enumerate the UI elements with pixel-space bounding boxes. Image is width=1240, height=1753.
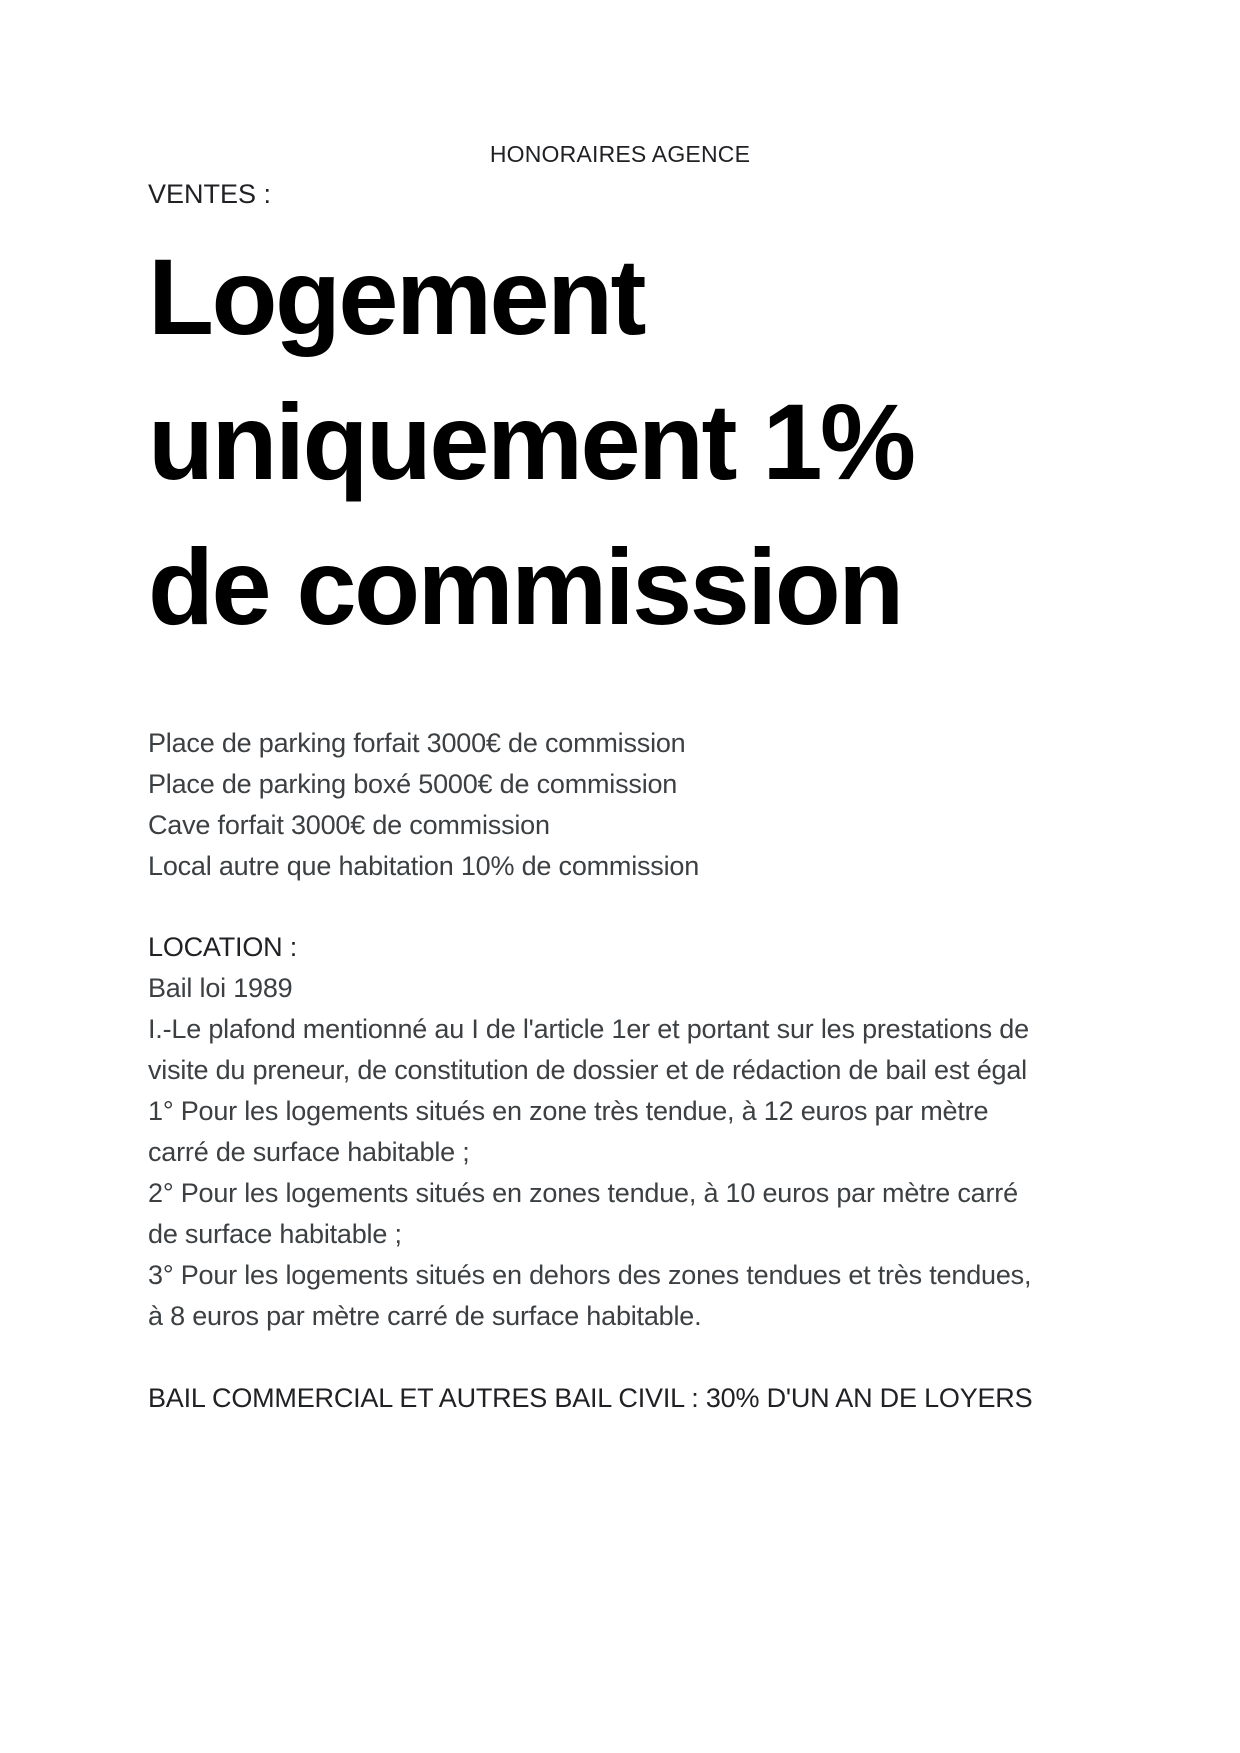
bail-commercial-line: BAIL COMMERCIAL ET AUTRES BAIL CIVIL : 30% D'UN AN DE LOYERS: [148, 1383, 1033, 1413]
document-content: [148, 0, 1148, 1419]
location-section: [148, 887, 1148, 1337]
ventes-section-heading: VENTES :: [148, 179, 272, 209]
ventes-fee-list: [148, 659, 1148, 887]
fee-line-local: Local autre que habitation 10% de commission: [148, 851, 700, 881]
page-title-line: uniquement 1%: [148, 381, 914, 502]
location-line: visite du preneur, de constitution de dossier et de rédaction de bail est égal: [148, 1055, 1027, 1085]
location-line: à 8 euros par mètre carré de surface habitable.: [148, 1301, 702, 1331]
location-line: 1° Pour les logements situés en zone très tendue, à 12 euros par mètre: [148, 1096, 989, 1126]
location-line: I.-Le plafond mentionné au I de l'article 1er et portant sur les prestations de: [148, 1014, 1029, 1044]
kicker-heading: HONORAIRES AGENCE: [489, 141, 751, 167]
location-line: de surface habitable ;: [148, 1219, 402, 1249]
location-line: 3° Pour les logements situés en dehors des zones tendues et très tendues,: [148, 1260, 1032, 1290]
fee-line-parking-boxe: Place de parking boxé 5000€ de commission: [148, 769, 678, 799]
page-title-line: de commission: [148, 526, 902, 647]
page-title-line: Logement: [148, 236, 645, 357]
location-line: carré de surface habitable ;: [148, 1137, 470, 1167]
location-line: 2° Pour les logements situés en zones tendue, à 10 euros par mètre carré: [148, 1178, 1018, 1208]
location-line: Bail loi 1989: [148, 973, 293, 1003]
fee-line-cave: Cave forfait 3000€ de commission: [148, 810, 550, 840]
fee-line-parking: Place de parking forfait 3000€ de commission: [148, 728, 686, 758]
location-section-heading: LOCATION :: [148, 932, 298, 962]
page-title: [148, 210, 1148, 659]
